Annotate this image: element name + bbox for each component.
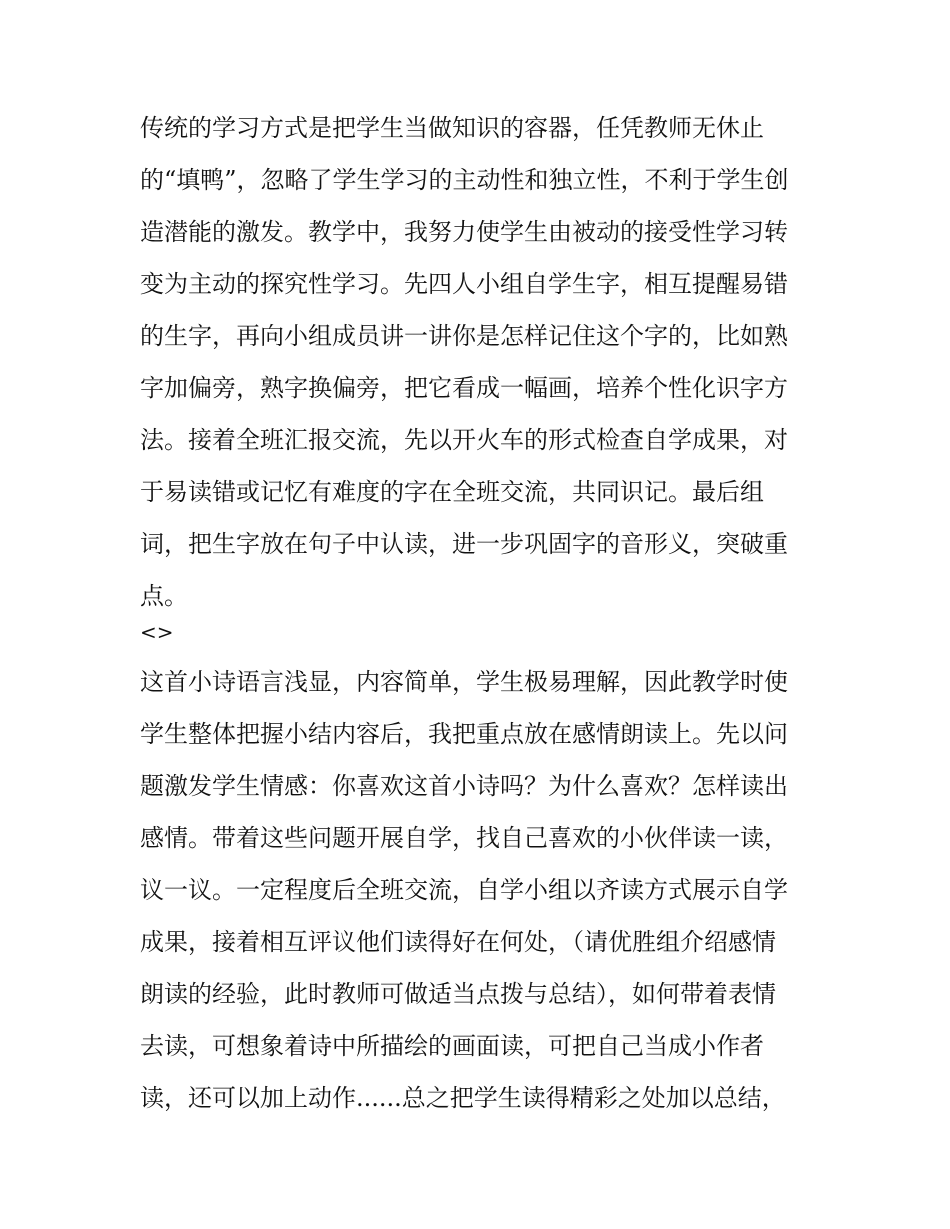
paragraph-line: 法。接着全班汇报交流，先以开火车的形式检查自学成果，对 bbox=[140, 426, 788, 454]
paragraph-line: 词，把生字放在句子中认读，进一步巩固字的音形义，突破重 bbox=[140, 530, 788, 558]
paragraph-line: 感情。带着这些问题开展自学，找自己喜欢的小伙伴读一读， bbox=[140, 824, 788, 852]
paragraph-literacy-method bbox=[140, 102, 820, 622]
paragraph-line: 读，还可以加上动作......总之把学生读得精彩之处加以总结， bbox=[140, 1084, 786, 1112]
paragraph-line: 朗读的经验，此时教师可做适当点拨与总结），如何带着表情 bbox=[140, 980, 776, 1008]
paragraph-line: 这首小诗语言浅显，内容简单，学生极易理解，因此教学时使 bbox=[140, 668, 788, 696]
paragraph-line: 议一议。一定程度后全班交流，自学小组以齐读方式展示自学 bbox=[140, 876, 788, 904]
paragraph-line: 的生字，再向小组成员讲一讲你是怎样记住这个字的，比如熟 bbox=[140, 322, 788, 350]
paragraph-line: 去读，可想象着诗中所描绘的画面读，可把自己当成小作者 bbox=[140, 1032, 764, 1060]
paragraph-line: 变为主动的探究性学习。先四人小组自学生字，相互提醒易错 bbox=[140, 270, 788, 298]
paragraph-line: 的“填鸭”，忽略了学生学习的主动性和独立性，不利于学生创 bbox=[140, 166, 789, 194]
paragraph-line: 学生整体把握小结内容后，我把重点放在感情朗读上。先以问 bbox=[140, 720, 788, 748]
paragraph-line: 题激发学生情感：你喜欢这首小诗吗？为什么喜欢？怎样读出 bbox=[140, 772, 788, 800]
paragraph-line: 成果，接着相互评议他们读得好在何处，（请优胜组介绍感情 bbox=[140, 928, 776, 956]
paragraph-line: 于易读错或记忆有难度的字在全班交流，共同识记。最后组 bbox=[140, 478, 764, 506]
section-marker: <> bbox=[140, 620, 174, 644]
paragraph-line: 造潜能的激发。教学中，我努力使学生由被动的接受性学习转 bbox=[140, 218, 788, 246]
paragraph-line: 字加偏旁，熟字换偏旁，把它看成一幅画，培养个性化识字方 bbox=[140, 374, 788, 402]
paragraph-line: 点。 bbox=[140, 582, 188, 610]
paragraph-reading-method bbox=[140, 656, 820, 1126]
paragraph-line: 传统的学习方式是把学生当做知识的容器，任凭教师无休止 bbox=[140, 114, 764, 142]
